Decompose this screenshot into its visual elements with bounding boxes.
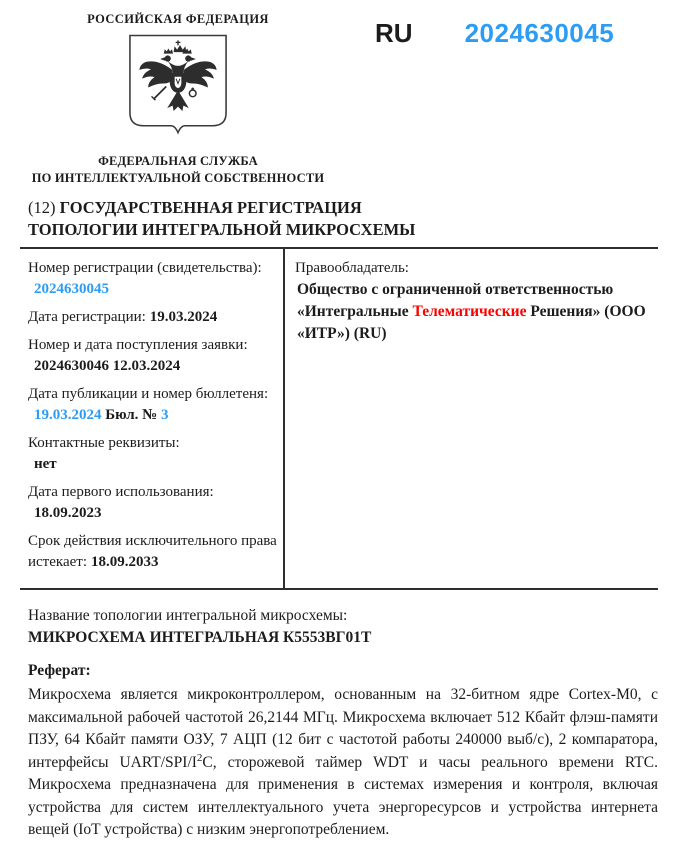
agency-name [0,153,356,187]
title-line1: ГОСУДАРСТВЕННАЯ РЕГИСТРАЦИЯ [59,198,362,217]
rightholder-name-highlight: Телематические [412,303,527,320]
title-line2: ТОПОЛОГИИ ИНТЕГРАЛЬНОЙ МИКРОСХЕМЫ [28,220,416,239]
abstract-part2: C, сторожевой таймер WDT и часы реального времени RTC. Микросхема предназначена для применения в системах измерения и контроля, включая устройства для систем интеллектуального учета энергоресурсов и устройства интернета вещей (IoT устройства) с низким энергопотреблением. [28,753,658,838]
abstract-superscript: 2 [196,751,203,764]
document-number-link[interactable]: 2024630045 [464,18,615,48]
registration-date-value: 19.03.2024 [149,309,218,325]
field-first-use [28,482,277,524]
rightholder-name [295,279,650,345]
agency-line1: ФЕДЕРАЛЬНАЯ СЛУЖБА [98,154,258,168]
field-expiry [28,531,277,573]
registration-number-label: Номер регистрации (свидетельства): [28,260,262,276]
field-rightholder [295,258,650,345]
document-kind-title [28,197,658,241]
registration-details-column [20,249,283,588]
field-contacts [28,433,277,475]
publication-label: Дата публикации и номер бюллетеня: [28,386,269,402]
field-application [28,335,277,377]
bulletin-number-link[interactable]: 3 [161,407,169,423]
kind-code: (12) [28,198,56,217]
expiry-label: Срок действия исключительного права истекает: [28,533,277,570]
abstract-section [28,660,658,842]
country-code: RU [375,18,413,48]
topology-name-section [28,605,658,649]
document-header [0,12,678,195]
publication-number-block [375,18,614,49]
field-registration-date [28,307,277,328]
bulletin-label: Бюл. № [105,407,158,423]
publication-date-link[interactable]: 19.03.2024 [34,407,102,423]
emblem-wrap [0,33,356,145]
russian-coat-of-arms-icon [127,33,229,140]
abstract-text [28,684,658,842]
field-registration-number [28,258,277,300]
topology-name-label: Название топологии интегральной микросхемы: [28,607,348,624]
country-title: РОССИЙСКАЯ ФЕДЕРАЦИЯ [87,12,269,26]
contacts-value: нет [34,456,57,472]
rightholder-column [283,249,658,588]
rightholder-label: Правообладатель: [295,260,409,276]
first-use-label: Дата первого использования: [28,484,214,500]
issuing-authority-block [0,12,356,187]
expiry-date-value: 18.09.2033 [91,554,159,570]
registration-date-label: Дата регистрации: [28,309,146,325]
application-label: Номер и дата поступления заявки: [28,337,248,353]
rightholder-name-part1: Общество с ограниченной ответственностью «Интегральные [297,281,614,320]
topology-name: МИКРОСХЕМА ИНТЕГРАЛЬНАЯ К5553ВГ01Т [28,629,372,646]
registration-table [20,247,658,590]
first-use-date-value: 18.09.2023 [34,505,102,521]
application-value: 2024630046 12.03.2024 [34,358,181,374]
publication-value [28,405,277,426]
registration-number-link[interactable]: 2024630045 [34,281,109,297]
abstract-part1: Микросхема является микроконтроллером, основанным на 32-битном ядре Cortex-M0, с максимальной рабочей частотой 26,2144 МГц. Микросхема включает 512 Кбайт флэш-памяти ПЗУ, 64 Кбайт памяти ОЗУ, 7 АЦП (12 бит с частотой работы 240000 выб/с), 2 компаратора, интерфейсы UART/SPI/I [28,686,658,771]
rightholder-name-part2: Решения» (ООО «ИТР») (RU) [297,303,646,342]
agency-line2: ПО ИНТЕЛЛЕКТУАЛЬНОЙ СОБСТВЕННОСТИ [31,171,325,185]
abstract-label: Реферат: [28,662,91,679]
contacts-label: Контактные реквизиты: [28,435,180,451]
field-publication [28,384,277,426]
